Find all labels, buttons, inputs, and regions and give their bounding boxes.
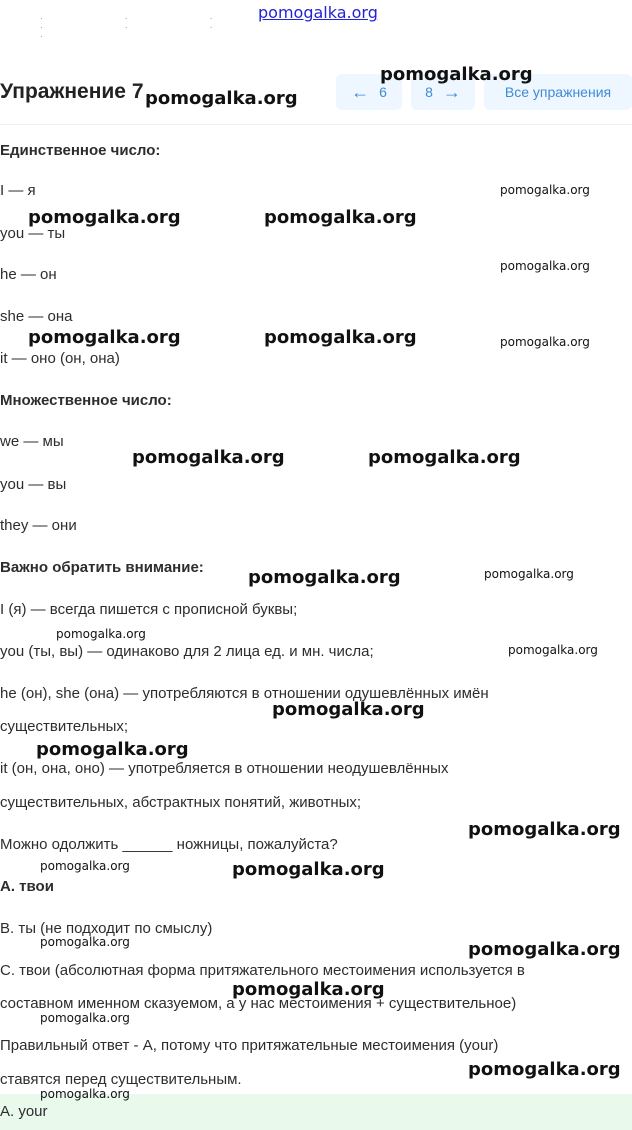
next-exercise-label: 8 — [425, 84, 433, 100]
section-heading-notes: Важно обратить внимание: — [0, 559, 204, 576]
watermark: pomogalka.org — [248, 567, 401, 588]
text-line: she — она — [0, 308, 73, 325]
watermark: pomogalka.org — [36, 739, 189, 760]
watermark: pomogalka.org — [40, 1087, 130, 1101]
watermark: pomogalka.org — [272, 699, 425, 720]
option-c: C. твои (абсолютная форма притяжательного местоимения используется в — [0, 962, 525, 979]
top-cutoff-text: · · · · · · · — [40, 14, 253, 41]
arrow-left-icon: ← — [351, 82, 370, 102]
section-heading-singular: Единственное число: — [0, 142, 161, 159]
text-line: you — вы — [0, 476, 67, 493]
text-line: he (он), she (она) — употребляются в отношении одушевлённых имён — [0, 685, 489, 702]
watermark: pomogalka.org — [232, 859, 385, 880]
watermark: pomogalka.org — [28, 207, 181, 228]
watermark: pomogalka.org — [56, 627, 146, 641]
text-line: they — они — [0, 517, 77, 534]
watermark: pomogalka.org — [484, 567, 574, 581]
page-title: Упражнение 7 — [0, 80, 144, 103]
watermark: pomogalka.org — [500, 183, 590, 197]
watermark: pomogalka.org — [132, 447, 285, 468]
text-line: you (ты, вы) — одинаково для 2 лица ед. и мн. числа; — [0, 643, 374, 660]
prev-exercise-label: 6 — [379, 84, 387, 100]
question-text: Можно одолжить ______ ножницы, пожалуйста? — [0, 836, 338, 853]
text-line: you — ты — [0, 225, 66, 242]
text-line: it (он, она, оно) — употребляется в отношении неодушевлённых — [0, 760, 449, 777]
option-a: A. твои — [0, 878, 54, 895]
exercise-header — [0, 66, 632, 125]
text-line: существительных; — [0, 718, 129, 735]
watermark: pomogalka.org — [468, 1059, 621, 1080]
watermark: pomogalka.org — [468, 939, 621, 960]
watermark: pomogalka.org — [264, 327, 417, 348]
text-line: составном именном сказуемом, а у нас местоимения + существительное) — [0, 995, 517, 1012]
watermark: pomogalka.org — [40, 859, 130, 873]
text-line: I (я) — всегда пишется с прописной буквы; — [0, 601, 298, 618]
watermark: pomogalka.org — [500, 335, 590, 349]
watermark: pomogalka.org — [264, 207, 417, 228]
watermark: pomogalka.org — [468, 819, 621, 840]
text-line: ставятся перед существительным. — [0, 1071, 242, 1088]
text-line: существительных, абстрактных понятий, животных; — [0, 794, 362, 811]
watermark: pomogalka.org — [508, 643, 598, 657]
correct-answer-explanation: Правильный ответ - A, потому что притяжательные местоимения (your) — [0, 1037, 499, 1054]
watermark: pomogalka.org — [380, 64, 533, 85]
final-answer: A. your — [0, 1103, 48, 1120]
arrow-right-icon: → — [442, 82, 461, 102]
watermark: pomogalka.org — [145, 88, 298, 109]
watermark: pomogalka.org — [232, 979, 385, 1000]
watermark: pomogalka.org — [368, 447, 521, 468]
text-line: we — мы — [0, 433, 64, 450]
text-line: he — он — [0, 266, 57, 283]
option-b: B. ты (не подходит по смыслу) — [0, 920, 213, 937]
watermark: pomogalka.org — [40, 1011, 130, 1025]
text-line: it — оно (он, она) — [0, 350, 120, 367]
watermark: pomogalka.org — [28, 327, 181, 348]
watermark: pomogalka.org — [40, 935, 130, 949]
watermark: pomogalka.org — [500, 259, 590, 273]
site-link[interactable]: pomogalka.org — [258, 3, 378, 22]
section-heading-plural: Множественное число: — [0, 392, 172, 409]
all-exercises-button[interactable]: Все упражнения — [484, 74, 632, 110]
text-line: I — я — [0, 182, 36, 199]
